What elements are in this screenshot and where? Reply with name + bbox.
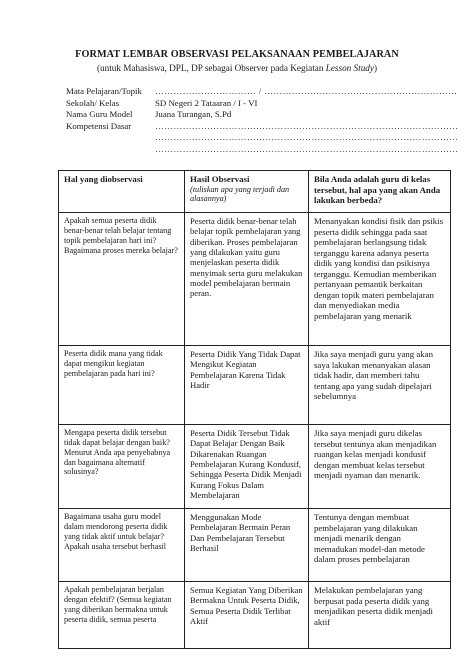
table-row	[59, 509, 451, 582]
bila-cell[interactable]: Tentunya dengan membuat pembelajaran yang dilakukan menjadi menarik dengan memadukan model-dan metode dalam proses pembelajaran	[309, 509, 451, 582]
subtitle-suffix: )	[373, 63, 378, 73]
subtitle-prefix: (untuk Mahasiswa, DPL, DP sebagai Observer pada Kegiatan	[96, 63, 326, 73]
bila-cell[interactable]: Jika saya menjadi guru dikelas tersebut tentunya akan menjadikan ruangan kelas menjadi kondusif dengan membuat kelas tersebut menjadi nyaman dan menarik.	[309, 425, 451, 509]
guru-field[interactable]: Juana Turangan, S.Pd	[155, 109, 232, 120]
hal-cell: Apakah semua peserta didik benar-benar telah belajar tentang topik pembelajaran hari ini? Bagaimana proses mereka belajar?	[59, 213, 185, 346]
header-hal-diobservasi: Hal yang diobservasi	[59, 171, 185, 213]
table-row	[59, 213, 451, 346]
bila-cell[interactable]: Menanyakan kondisi fisik dan psikis peserta didik sehingga pada saat pembelajaran berlangsung tidak terganggu karena adanya peserta didik yang kondisi dan psikisnya terganggu. Kemudian memberikan pertanyaan pemantik berkaitan dengan topik materi pembelajaran dan menyediakan media pembelajaran yang menarik	[309, 213, 451, 346]
kompetensi-field-line-1[interactable]: ………………………………………………………………………………………	[155, 120, 459, 131]
kompetensi-field-line-2[interactable]: ………………………………………………………………………………………	[155, 132, 459, 143]
table-row	[59, 346, 451, 425]
bila-cell[interactable]: Jika saya menjadi guru yang akan saya lakukan menanyakan alasan tidak hadir, dan memberi tahu tentang apa yang sudah dipelajari sebelumnya	[309, 346, 451, 425]
header-hasil-observasi	[185, 171, 309, 213]
hasil-cell[interactable]: Peserta didik benar-benar telah belajar topik pembelajaran yang diberikan. Proses pembelajaran yang dilakukan yaitu guru menjelaskan peserta didik menyimak serta guru melakukan model pembelajaran bermain peran.	[185, 213, 309, 346]
document-subtitle	[0, 63, 474, 73]
guru-label: Nama Guru Model	[66, 109, 133, 120]
hasil-cell[interactable]: Peserta Didik Yang Tidak Dapat Mengikut Kegiatan Pembelajaran Karena Tidak Hadir	[185, 346, 309, 425]
table-row	[59, 582, 451, 649]
hal-cell: Mengapa peserta didik tersebut tidak dapat belajar dengan baik? Menurut Anda apa penyebabnya dan bagaimana alternatif solusinya?	[59, 425, 185, 509]
table-row	[59, 425, 451, 509]
hal-cell: Apakah pembelajaran berjalan dengan efektif? (Semua kegiatan yang diberikan bermakna untuk peserta didik, semua peserta	[59, 582, 185, 649]
hal-cell: Peserta didik mana yang tidak dapat mengikut kegiatan pembelajaran pada hari ini?	[59, 346, 185, 425]
kompetensi-label: Kompetensi Dasar	[66, 120, 132, 131]
mata-pelajaran-label: Mata Pelajaran/Topik	[66, 86, 142, 96]
hasil-cell[interactable]: Peserta Didik Tersebut Tidak Dapat Belajar Dengan Baik Dikarenakan Ruangan Pembelajaran Kurang Kondusif, Sehingga Peserta Didik Menjadi Kurang Fokus Dalam Membelajaran	[185, 425, 309, 509]
kompetensi-field-line-3[interactable]: ………………………………………………………………………………………	[155, 143, 459, 154]
subtitle-italic: Lesson Study	[325, 63, 374, 73]
header-bila-anda: Bila Anda adalah guru di kelas tersebut, hal apa yang akan Anda lakukan berbeda?	[309, 171, 451, 213]
hal-cell: Bagaimana usaha guru model dalam mendorong peserta didik yang tidak aktif untuk belajar? Apakah usaha tersebut berhasil	[59, 509, 185, 582]
table-header-row	[59, 171, 451, 213]
sekolah-field[interactable]: SD Negeri 2 Tataaran / I - VI	[155, 97, 258, 108]
header-hasil-subtitle: (tuliskan apa yang terjadi dan alasannya)	[190, 184, 290, 204]
hasil-cell[interactable]: Menggunakan Mode Pembelajaran Bermain Peran Dan Pembelajaran Tersebut Berhasil	[185, 509, 309, 582]
sekolah-label: Sekolah/ Kelas	[66, 97, 120, 108]
bila-cell[interactable]: Melakukan pembelajaran yang berpusat pada peserta didik yang menjadikan peserta didik menjadi aktif	[309, 582, 451, 649]
hasil-cell[interactable]: Semua Kegiatan Yang Diberikan Bermakna Untuk Peserta Didik, Semua Peserta Didik Terlibat Aktif	[185, 582, 309, 649]
observation-table	[58, 170, 451, 649]
document-title: FORMAT LEMBAR OBSERVASI PELAKSANAAN PEMBELAJARAN	[75, 49, 399, 60]
header-hasil-title: Hasil Observasi	[190, 174, 250, 184]
mata-pelajaran-field[interactable]: …………………………… / ………………………………………………………	[155, 86, 458, 96]
